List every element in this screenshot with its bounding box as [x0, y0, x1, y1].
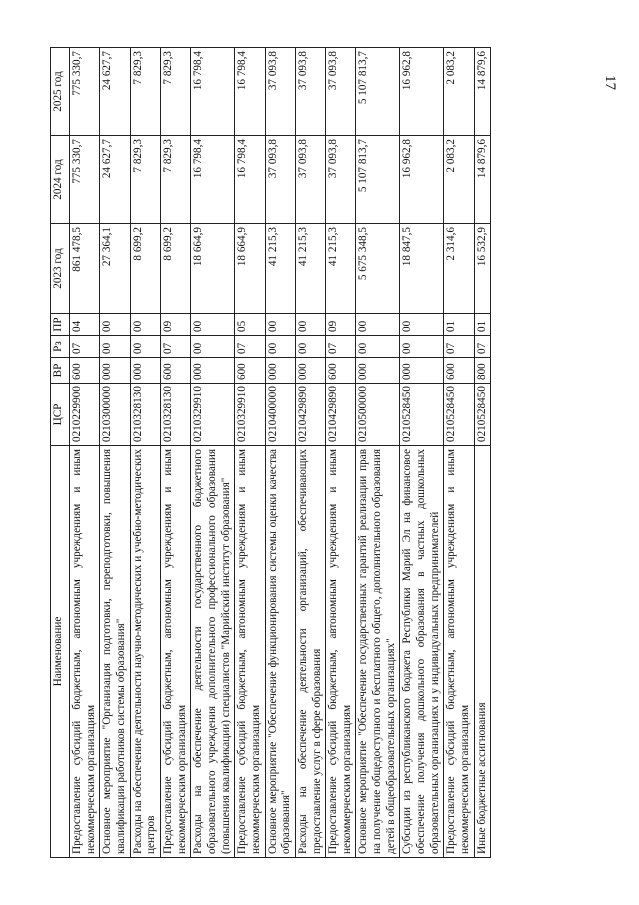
row-rz: 00	[399, 335, 443, 357]
row-csr: 0210429890	[325, 383, 355, 445]
row-2025: 2 083,2	[443, 47, 473, 135]
row-vr: 000	[399, 357, 443, 383]
row-2023: 5 675 348,5	[355, 223, 399, 313]
row-name: Основное мероприятие "Обеспечение функционирования системы оценки качества образования"	[265, 445, 295, 857]
header-2024: 2024 год	[50, 135, 69, 223]
header-vr: ВР	[50, 357, 69, 383]
row-2023: 18 664,9	[190, 223, 234, 313]
row-rz: 00	[355, 335, 399, 357]
row-2023: 2 314,6	[443, 223, 473, 313]
row-vr: 600	[69, 357, 99, 383]
row-pr: 09	[325, 313, 355, 335]
row-vr: 000	[99, 357, 129, 383]
table-row	[99, 47, 129, 857]
table-row	[265, 47, 295, 857]
row-csr: 0210528450	[399, 383, 443, 445]
row-2024: 24 627,7	[99, 135, 129, 223]
table-body	[69, 47, 490, 857]
row-2024: 14 879,6	[474, 135, 491, 223]
page-number: 17	[602, 75, 618, 90]
row-vr: 600	[325, 357, 355, 383]
table-row	[443, 47, 473, 857]
table-row	[399, 47, 443, 857]
row-csr: 0210528450	[443, 383, 473, 445]
row-2024: 2 083,2	[443, 135, 473, 223]
row-csr: 0210328130	[130, 383, 160, 445]
table-header-row	[50, 47, 69, 857]
row-pr: 00	[99, 313, 129, 335]
budget-table	[50, 47, 491, 858]
row-vr: 800	[474, 357, 491, 383]
row-vr: 600	[234, 357, 264, 383]
row-rz: 07	[160, 335, 190, 357]
row-2023: 41 215,3	[325, 223, 355, 313]
row-vr: 000	[190, 357, 234, 383]
row-rz: 00	[265, 335, 295, 357]
table-row	[190, 47, 234, 857]
row-2024: 5 107 813,7	[355, 135, 399, 223]
row-csr: 0210328130	[160, 383, 190, 445]
row-rz: 00	[190, 335, 234, 357]
row-2025: 16 962,8	[399, 47, 443, 135]
table-row	[69, 47, 99, 857]
row-2025: 7 829,3	[130, 47, 160, 135]
row-2025: 16 798,4	[234, 47, 264, 135]
row-name: Предоставление субсидий бюджетным, автономным учреждениям и иным некоммерческим организациям	[234, 445, 264, 857]
header-rz: Рз	[50, 335, 69, 357]
row-csr: 0210429890	[295, 383, 325, 445]
row-2024: 7 829,3	[160, 135, 190, 223]
row-2023: 27 364,1	[99, 223, 129, 313]
row-pr: 00	[295, 313, 325, 335]
row-pr: 00	[355, 313, 399, 335]
table-row	[160, 47, 190, 857]
row-pr: 04	[69, 313, 99, 335]
row-pr: 00	[399, 313, 443, 335]
row-2024: 7 829,3	[130, 135, 160, 223]
row-2024: 16 798,4	[190, 135, 234, 223]
row-rz: 07	[325, 335, 355, 357]
row-name: Иные бюджетные ассигнования	[474, 445, 491, 857]
row-pr: 00	[265, 313, 295, 335]
row-rz: 00	[295, 335, 325, 357]
row-2025: 37 093,8	[265, 47, 295, 135]
row-name: Субсидии из республиканского бюджета Республики Марий Эл на финансовое обеспечение получения дошкольного образования в частных дошкольных образовательных организациях и у индивидуальных предпринимателей	[399, 445, 443, 857]
row-csr: 0210229900	[69, 383, 99, 445]
row-2025: 24 627,7	[99, 47, 129, 135]
row-name: Расходы на обеспечение деятельности организаций, обеспечивающих предоставление услуг в сфере образования	[295, 445, 325, 857]
row-2023: 41 215,3	[295, 223, 325, 313]
row-vr: 600	[443, 357, 473, 383]
row-2023: 16 532,9	[474, 223, 491, 313]
row-2025: 37 093,8	[295, 47, 325, 135]
row-name: Расходы на обеспечение деятельности научно-методических и учебно-методических центров	[130, 445, 160, 857]
budget-table-sheet	[50, 48, 590, 858]
row-2023: 8 699,2	[160, 223, 190, 313]
header-pr: ПР	[50, 313, 69, 335]
row-vr: 600	[160, 357, 190, 383]
row-2024: 16 962,8	[399, 135, 443, 223]
row-2025: 14 879,6	[474, 47, 491, 135]
row-rz: 07	[234, 335, 264, 357]
row-name: Предоставление субсидий бюджетным, автономным учреждениям и иным некоммерческим организациям	[160, 445, 190, 857]
row-2023: 861 478,5	[69, 223, 99, 313]
row-2024: 16 798,4	[234, 135, 264, 223]
row-rz: 07	[474, 335, 491, 357]
row-csr: 0210400000	[265, 383, 295, 445]
row-vr: 000	[130, 357, 160, 383]
row-pr: 01	[474, 313, 491, 335]
row-name: Предоставление субсидий бюджетным, автономным учреждениям и иным некоммерческим организациям	[325, 445, 355, 857]
table-row	[474, 47, 491, 857]
row-csr: 0210329910	[234, 383, 264, 445]
row-2024: 37 093,8	[325, 135, 355, 223]
row-2025: 7 829,3	[160, 47, 190, 135]
row-rz: 00	[130, 335, 160, 357]
row-pr: 01	[443, 313, 473, 335]
header-2023: 2023 год	[50, 223, 69, 313]
row-csr: 0210329910	[190, 383, 234, 445]
row-csr: 0210528450	[474, 383, 491, 445]
row-2023: 8 699,2	[130, 223, 160, 313]
row-vr: 000	[355, 357, 399, 383]
row-name: Предоставление субсидий бюджетным, автономным учреждениям и иным некоммерческим организациям	[69, 445, 99, 857]
row-name: Основное мероприятие "Обеспечение государственных гарантий реализации прав на получение общедоступного и бесплатного общего, дополнительного образования детей в общеобразовательных организациях"	[355, 445, 399, 857]
header-name: Наименование	[50, 445, 69, 857]
header-2025: 2025 год	[50, 47, 69, 135]
row-csr: 0210300000	[99, 383, 129, 445]
row-vr: 000	[295, 357, 325, 383]
row-2024: 37 093,8	[295, 135, 325, 223]
table-row	[130, 47, 160, 857]
header-csr: ЦСР	[50, 383, 69, 445]
row-name: Предоставление субсидий бюджетным, автономным учреждениям и иным некоммерческим организациям	[443, 445, 473, 857]
row-pr: 05	[234, 313, 264, 335]
table-row	[325, 47, 355, 857]
row-2025: 37 093,8	[325, 47, 355, 135]
row-pr: 00	[130, 313, 160, 335]
row-2024: 37 093,8	[265, 135, 295, 223]
row-csr: 0210500000	[355, 383, 399, 445]
row-rz: 07	[69, 335, 99, 357]
row-rz: 00	[99, 335, 129, 357]
row-name: Основное мероприятие "Организация подготовки, переподготовки, повышения квалификации работников системы образования"	[99, 445, 129, 857]
row-pr: 09	[160, 313, 190, 335]
row-2023: 18 847,5	[399, 223, 443, 313]
row-rz: 07	[443, 335, 473, 357]
row-name: Расходы на обеспечение деятельности государственного бюджетного образовательного учреждения дополнительного профессионального образования (повышения квалификации) специалистов "Марийский институт образования"	[190, 445, 234, 857]
table-row	[295, 47, 325, 857]
row-2025: 16 798,4	[190, 47, 234, 135]
row-2023: 18 664,9	[234, 223, 264, 313]
row-2025: 5 107 813,7	[355, 47, 399, 135]
table-row	[234, 47, 264, 857]
row-2023: 41 215,3	[265, 223, 295, 313]
row-vr: 000	[265, 357, 295, 383]
row-pr: 00	[190, 313, 234, 335]
table-row	[355, 47, 399, 857]
row-2025: 775 330,7	[69, 47, 99, 135]
row-2024: 775 330,7	[69, 135, 99, 223]
